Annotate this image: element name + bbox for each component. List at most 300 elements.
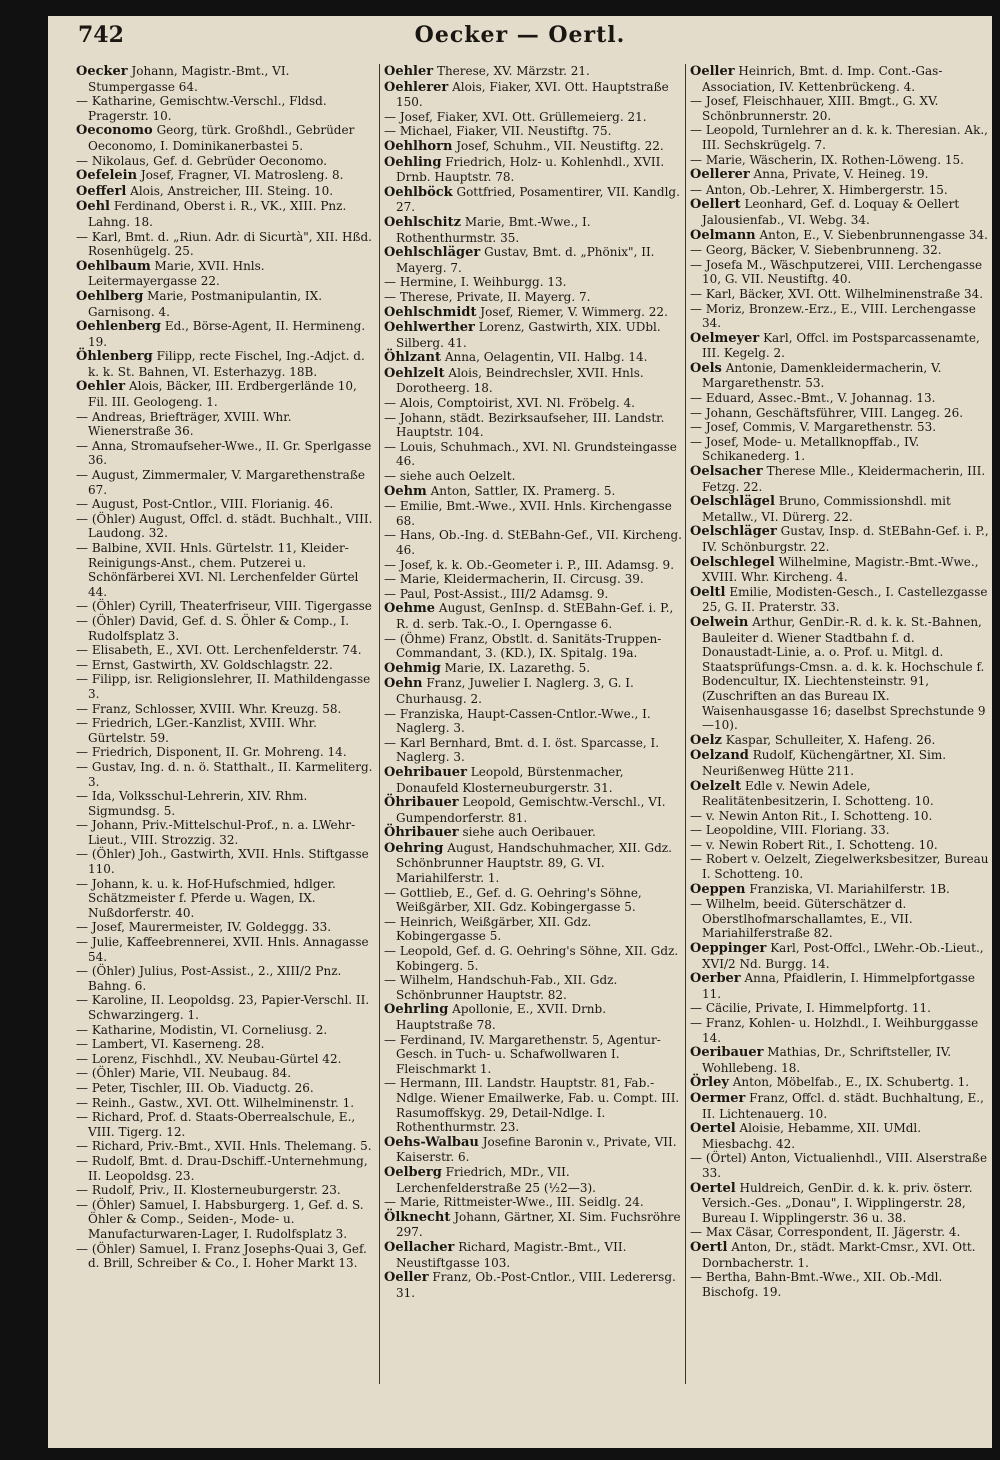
entry-text: — (Öhler) Samuel, I. Habsburgerg. 1, Gef. d. S. Öhler & Comp., Seiden-, Mode- u. Manufacturwaren-Lager, I. Rudolfsplatz 3. xyxy=(76,1197,364,1241)
directory-entry xyxy=(384,735,684,765)
entry-text: Anton, Möbelfab., E., IX. Schubertg. 1. xyxy=(732,1075,970,1090)
directory-entry xyxy=(384,365,684,396)
entry-surname: Oehl xyxy=(76,199,110,215)
entry-surname: Oermer xyxy=(690,1090,746,1106)
directory-entry xyxy=(690,554,990,585)
directory-entry xyxy=(76,1110,376,1139)
entry-text: — Karl, Bmt. d. „Riun. Adr. di Sicurtà", XII. Hßd. Rosenhügelg. 25. xyxy=(76,229,372,259)
entry-text: — (Öhler) Julius, Post-Assist., 2., XIII/2 Pnz. Bahng. 6. xyxy=(76,964,342,993)
directory-entry xyxy=(76,847,376,877)
entry-text: Anna, Private, V. Heineg. 19. xyxy=(753,167,929,182)
entry-text: Apollonie, E., XVII. Drnb. Hauptstraße 78. xyxy=(396,1002,607,1032)
entry-surname: Oeribauer xyxy=(690,1045,764,1061)
entry-text: — Marie, Kleidermacherin, II. Circusg. 39. xyxy=(384,572,644,587)
entry-surname: Oelberg xyxy=(384,1164,442,1180)
directory-entry xyxy=(76,1197,376,1242)
directory-entry xyxy=(76,319,376,349)
entry-surname: Oelschläger xyxy=(690,524,777,540)
directory-entry xyxy=(690,182,990,198)
directory-entry xyxy=(76,935,376,964)
directory-entry xyxy=(384,1002,684,1032)
entry-surname: Oehlwerther xyxy=(384,320,475,336)
entry-text: Gustav, Insp. d. StEBahn-Gef. i. P., IV. Schönburgstr. 22. xyxy=(702,524,989,554)
directory-entry xyxy=(690,286,990,302)
directory-entry xyxy=(384,124,684,139)
directory-entry xyxy=(76,759,376,789)
entry-text: Josef, Fragner, VI. Matrosleng. 8. xyxy=(140,168,344,183)
entry-text: — Julie, Kaffeebrennerei, XVII. Hnls. Annagasse 54. xyxy=(76,935,369,964)
entry-text: — Marie, Rittmeister-Wwe., III. Seidlg. 24. xyxy=(384,1195,644,1210)
entry-text: Marie, IX. Lazarethg. 5. xyxy=(444,660,591,675)
directory-entry xyxy=(76,288,376,319)
entry-text: Anna, Oelagentin, VII. Halbg. 14. xyxy=(444,350,648,365)
entry-surname: Oeller xyxy=(690,64,735,79)
entry-text: Franz, Ob.-Post-Cntlor., VIII. Lederersg. 31. xyxy=(396,1270,676,1300)
directory-entry xyxy=(690,1270,990,1299)
entry-text: Alois, Bäcker, III. Erdbergerlände 10, Fil. III. Geologeng. 1. xyxy=(88,379,357,410)
entry-surname: Oehm xyxy=(384,483,427,499)
directory-entry xyxy=(76,199,376,229)
entry-text: — Anton, Ob.-Lehrer, X. Himbergerstr. 15. xyxy=(690,182,948,197)
directory-entry xyxy=(690,1151,990,1180)
entry-text: — Therese, Private, II. Mayerg. 7. xyxy=(384,289,591,304)
entry-text: — Rudolf, Priv., II. Klosterneuburgerstr. 23. xyxy=(76,1183,341,1198)
entry-text: — Hermine, I. Weihburgg. 13. xyxy=(384,275,567,290)
entry-text: — Robert v. Oelzelt, Ziegelwerksbesitzer, Bureau I. Schotteng. 10. xyxy=(690,852,989,882)
entry-surname: Oehring xyxy=(384,840,444,856)
entry-text: Anna, Pfaidlerin, I. Himmelpfortgasse 11. xyxy=(702,971,975,1001)
entry-text: Marie, Postmanipulantin, IX. Garnisong. 4. xyxy=(88,288,323,319)
page-header xyxy=(48,16,992,64)
directory-entry xyxy=(76,1080,376,1096)
entry-text: — August, Post-Cntlor., VIII. Florianig. 46. xyxy=(76,497,334,512)
directory-entry xyxy=(76,409,376,439)
directory-entry xyxy=(384,289,684,305)
entry-text: Ed., Börse-Agent, II. Hermineng. 19. xyxy=(88,319,366,349)
directory-entry xyxy=(384,706,684,736)
entry-surname: Oehlhorn xyxy=(384,138,453,154)
entry-text: Aloisie, Hebamme, XII. UMdl. Miesbachg. 42. xyxy=(702,1121,922,1151)
directory-entry xyxy=(384,1270,684,1300)
column-divider xyxy=(379,64,380,1384)
entry-text: — Franz, Kohlen- u. Holzhdl., I. Weihburggasse 14. xyxy=(690,1016,979,1045)
directory-entry xyxy=(76,379,376,410)
directory-entry xyxy=(76,1241,376,1271)
directory-entry xyxy=(384,483,684,500)
entry-surname: Öhribauer xyxy=(384,825,459,841)
directory-entry xyxy=(690,420,990,435)
entry-surname: Oelzand xyxy=(690,748,749,764)
entry-text: Franz, Juwelier I. Naglerg. 3, G. I. Churhausg. 2. xyxy=(396,676,634,706)
entry-text: Franz, Offcl. d. städt. Buchhaltung, E., II. Lichtenauerg. 10. xyxy=(702,1090,984,1121)
directory-entry xyxy=(384,572,684,587)
directory-entry xyxy=(384,469,684,484)
entry-text: siehe auch Oeribauer. xyxy=(462,825,596,840)
entry-text: — Marie, Wäscherin, IX. Rothen-Löweng. 15. xyxy=(690,152,964,167)
directory-entry xyxy=(690,1180,990,1226)
directory-entry xyxy=(76,613,376,643)
entry-text: — Emilie, Bmt.-Wwe., XVII. Hnls. Kirchengasse 68. xyxy=(384,499,672,528)
entry-text: — Ida, Volksschul-Lehrerin, XIV. Rhm. Sigmundsg. 5. xyxy=(76,789,308,818)
entry-text: Josef, Schuhm., VII. Neustiftg. 22. xyxy=(456,138,664,153)
entry-text: — Karl, Bäcker, XVI. Ott. Wilhelminenstraße 34. xyxy=(690,286,984,301)
directory-entry xyxy=(384,154,684,185)
directory-entry xyxy=(690,823,990,838)
entry-text: — Franziska, Haupt-Cassen-Cntlor.-Wwe., I. Naglerg. 3. xyxy=(384,706,651,736)
entry-text: — Josefa M., Wäschputzerei, VIII. Lerchengasse 10, G. VII. Neustiftg. 40. xyxy=(690,257,983,287)
directory-entry xyxy=(384,914,684,944)
entry-surname: Oefferl xyxy=(76,183,127,199)
entry-text: Anton, E., V. Siebenbrunnengasse 34. xyxy=(759,227,988,242)
directory-entry xyxy=(690,1090,990,1121)
entry-surname: Oehs-Walbau xyxy=(384,1134,479,1150)
column-left xyxy=(76,64,376,1444)
entry-text: Huldreich, GenDir. d. k. k. priv. österr. Versich.-Ges. „Donau", I. Wipplingerstr. 28, Bureau I. Wipplingerstr. 36 u. 38. xyxy=(702,1180,973,1225)
entry-text: Ferdinand, Oberst i. R., VK., XIII. Pnz. Lahng. 18. xyxy=(88,199,347,229)
entry-text: Leopold, Gemischtw.-Verschl., VI. Gumpendorferstr. 81. xyxy=(396,795,666,825)
column-middle xyxy=(384,64,684,1444)
directory-entry xyxy=(76,964,376,993)
directory-entry xyxy=(76,1095,376,1111)
directory-entry xyxy=(384,439,684,469)
entry-text: Kaspar, Schulleiter, X. Hafeng. 26. xyxy=(725,732,936,747)
entry-text: Leonhard, Gef. d. Loquay & Oellert Jalousienfab., VI. Webg. 34. xyxy=(702,197,960,227)
entry-surname: Oerber xyxy=(690,971,741,987)
entry-surname: Oehrling xyxy=(384,1002,449,1018)
entry-surname: Oelmann xyxy=(690,227,756,243)
entry-text: — Johann, städt. Bezirksaufseher, III. Landstr. Hauptstr. 104. xyxy=(384,410,665,440)
entry-text: August, Handschuhmacher, XII. Gdz. Schönbrunner Hauptstr. 89, G. VI. Mariahilferstr. 1. xyxy=(396,840,672,886)
directory-entry xyxy=(384,64,684,80)
directory-entry xyxy=(76,183,376,200)
directory-entry xyxy=(690,971,990,1001)
directory-entry xyxy=(76,876,376,921)
entry-text: — August, Zimmermaler, V. Margarethenstraße 67. xyxy=(76,468,365,497)
entry-text: — Filipp, isr. Religionslehrer, II. Mathildengasse 3. xyxy=(76,672,371,701)
directory-entry xyxy=(384,660,684,677)
entry-text: Alois, Fiaker, XVI. Ott. Hauptstraße 150. xyxy=(396,79,669,110)
entry-text: — Nikolaus, Gef. d. Gebrüder Oeconomo. xyxy=(76,153,328,168)
directory-entry xyxy=(384,214,684,245)
directory-entry xyxy=(384,1195,684,1210)
entry-text: — Josef, Mode- u. Metallknopffab., IV. Schikanederg. 1. xyxy=(690,434,920,464)
entry-surname: Oellerer xyxy=(690,167,750,183)
directory-entry xyxy=(76,818,376,847)
directory-entry xyxy=(384,275,684,290)
entry-text: Gottfried, Posamentirer, VII. Kandlg. 27. xyxy=(396,184,680,215)
directory-entry xyxy=(76,993,376,1022)
entry-text: — (Öhler) Marie, VII. Neubaug. 84. xyxy=(76,1066,292,1081)
directory-entry xyxy=(76,168,376,184)
directory-entry xyxy=(690,152,990,168)
entry-surname: Oehme xyxy=(384,601,436,617)
directory-entry xyxy=(76,1051,376,1067)
entry-text: — siehe auch Oelzelt. xyxy=(384,469,516,484)
entry-text: — Max Cäsar, Correspondent, II. Jägerstr. 4. xyxy=(690,1225,961,1240)
directory-entry xyxy=(76,657,376,673)
entry-surname: Oertel xyxy=(690,1121,736,1137)
entry-text: Alois, Anstreicher, III. Steing. 10. xyxy=(130,183,334,198)
directory-entry xyxy=(384,586,684,602)
directory-entry xyxy=(690,1225,990,1240)
entry-text: Marie, Bmt.-Wwe., I. Rothenthurmstr. 35. xyxy=(396,214,591,245)
entry-text: Alois, Beindrechsler, XVII. Hnls. Dorotheerg. 18. xyxy=(396,365,644,396)
entry-text: — Hermann, III. Landstr. Hauptstr. 81, Fab.-Ndlge. Wiener Emailwerke, Fab. u. Compt. III. Rasumoffskyg. 29, Detail-Ndlge. I. Rothenthurmstr. 23. xyxy=(384,1076,680,1135)
directory-entry xyxy=(76,745,376,760)
entry-text: — Paul, Post-Assist., III/2 Adamsg. 9. xyxy=(384,586,609,601)
directory-entry xyxy=(384,138,684,155)
directory-entry xyxy=(76,468,376,497)
directory-entry xyxy=(690,584,990,615)
directory-entry xyxy=(690,881,990,898)
directory-entry xyxy=(384,840,684,886)
directory-entry xyxy=(384,764,684,795)
directory-entry xyxy=(384,410,684,440)
directory-entry xyxy=(76,64,376,94)
entry-surname: Öhribauer xyxy=(384,795,459,811)
directory-entry xyxy=(384,601,684,631)
entry-surname: Oeppinger xyxy=(690,941,767,957)
entry-surname: Oellacher xyxy=(384,1239,455,1255)
entry-text: — (Öhler) Joh., Gastwirth, XVII. Hnls. Stiftgasse 110. xyxy=(76,847,369,877)
entry-text: — Josef, Maurermeister, IV. Goldeggg. 33. xyxy=(76,920,332,935)
directory-entry xyxy=(76,643,376,658)
entry-text: — Peter, Tischler, III. Ob. Viaductg. 26. xyxy=(76,1080,314,1095)
entry-text: Heinrich, Bmt. d. Imp. Cont.-Gas-Association, IV. Kettenbrückeng. 4. xyxy=(702,64,943,94)
directory-entry xyxy=(76,349,376,379)
entry-text: — v. Newin Robert Rit., I. Schotteng. 10. xyxy=(690,837,938,852)
directory-entry xyxy=(690,64,990,94)
entry-text: — Georg, Bäcker, V. Siebenbrunneng. 32. xyxy=(690,243,942,258)
running-head: Oecker — Oertl. xyxy=(414,22,626,48)
entry-surname: Oehlerer xyxy=(384,79,449,95)
entry-text: Richard, Magistr.-Bmt., VII. Neustiftgasse 103. xyxy=(396,1239,627,1270)
entry-text: — Balbine, XVII. Hnls. Gürtelstr. 11, Kleider-Reinigungs-Anst., chem. Putzerei u. Schönfärberei XVI. Nl. Lerchenfelder Gürtel 44. xyxy=(76,541,359,599)
directory-entry xyxy=(690,94,990,123)
directory-entry xyxy=(690,837,990,853)
directory-entry xyxy=(384,320,684,350)
directory-entry xyxy=(76,541,376,599)
entry-text: — Eduard, Assec.-Bmt., V. Johannag. 13. xyxy=(690,391,936,406)
directory-entry xyxy=(384,304,684,321)
entry-text: Karl, Offcl. im Postsparcassenamte, III. Kegelg. 2. xyxy=(702,330,980,361)
entry-text: — Ernst, Gastwirth, XV. Goldschlagstr. 22. xyxy=(76,657,333,672)
directory-entry xyxy=(384,245,684,275)
directory-entry xyxy=(384,825,684,841)
entry-text: Wilhelmine, Magistr.-Bmt.-Wwe., XVIII. Whr. Kircheng. 4. xyxy=(702,554,979,585)
entry-surname: Oehlböck xyxy=(384,184,453,200)
entry-text: Franziska, VI. Mariahilferstr. 1B. xyxy=(749,881,950,896)
entry-surname: Oehler xyxy=(384,64,434,79)
directory-entry xyxy=(690,434,990,464)
entry-surname: Örley xyxy=(690,1075,729,1091)
directory-entry xyxy=(690,197,990,227)
directory-entry xyxy=(690,1001,990,1016)
directory-entry xyxy=(384,79,684,110)
entry-surname: Oehribauer xyxy=(384,764,467,780)
entry-text: — Katharine, Gemischtw.-Verschl., Fldsd. Pragerstr. 10. xyxy=(76,94,327,123)
entry-text: — Johann, Geschäftsführer, VIII. Langeg. 26. xyxy=(690,405,964,420)
directory-entry xyxy=(384,973,684,1002)
entry-text: — (Öhler) Samuel, I. Franz Josephs-Quai 3, Gef. d. Brill, Schreiber & Co., I. Hoher Markt 13. xyxy=(76,1241,367,1271)
directory-entry xyxy=(76,1153,376,1183)
entry-text: — Gottlieb, E., Gef. d. G. Oehring's Söhne, Weißgärber, XII. Gdz. Kobingergasse 5. xyxy=(384,885,642,915)
entry-text: — Moriz, Bronzew.-Erz., E., VIII. Lerchengasse 34. xyxy=(690,301,976,331)
entry-text: — Louis, Schuhmach., XVI. Nl. Grundsteingasse 46. xyxy=(384,439,677,469)
entry-text: — Anna, Stromaufseher-Wwe., II. Gr. Sperlgasse 36. xyxy=(76,438,372,468)
entry-text: — Leopoldine, VIII. Floriang. 33. xyxy=(690,823,890,838)
entry-text: — Alois, Comptoirist, XVI. Nl. Fröbelg. 4. xyxy=(384,396,635,411)
entry-surname: Oehling xyxy=(384,154,442,170)
entry-text: — Karoline, II. Leopoldsg. 23, Papier-Verschl. II. Schwarzingerg. 1. xyxy=(76,993,370,1022)
entry-surname: Oeltl xyxy=(690,584,726,600)
entry-text: — Katharine, Modistin, VI. Corneliusg. 2. xyxy=(76,1022,328,1037)
entry-surname: Oehlbaum xyxy=(76,258,151,274)
directory-entry xyxy=(384,1076,684,1135)
entry-text: — Elisabeth, E., XVI. Ott. Lerchenfelderstr. 74. xyxy=(76,643,362,658)
entry-text: — Gustav, Ing. d. n. ö. Statthalt., II. Karmeliterg. 3. xyxy=(76,759,373,789)
directory-entry xyxy=(384,1164,684,1195)
column-right xyxy=(690,64,990,1444)
page-number: 742 xyxy=(78,22,124,48)
entry-text: — Josef, k. k. Ob.-Geometer i. P., III. Adamsg. 9. xyxy=(384,557,675,572)
directory-entry xyxy=(384,499,684,528)
directory-entry xyxy=(384,1239,684,1270)
entry-surname: Oels xyxy=(690,360,722,376)
entry-text: — Bertha, Bahn-Bmt.-Wwe., XII. Ob.-Mdl. Bischofg. 19. xyxy=(690,1270,943,1299)
entry-text: — (Öhler) Cyrill, Theaterfriseur, VIII. Tigergasse xyxy=(76,599,372,614)
entry-text: — Wilhelm, Handschuh-Fab., XII. Gdz. Schönbrunner Hauptstr. 82. xyxy=(384,973,618,1002)
directory-entry xyxy=(76,599,376,614)
directory-entry xyxy=(690,227,990,244)
entry-text: Mathias, Dr., Schriftsteller, IV. Wohllebeng. 18. xyxy=(702,1045,952,1075)
directory-entry xyxy=(76,789,376,818)
entry-text: Friedrich, MDr., VII. Lerchenfelderstraße 25 (½2—3). xyxy=(396,1164,596,1195)
directory-entry xyxy=(76,497,376,512)
directory-entry xyxy=(384,350,684,366)
entry-text: Filipp, recte Fischel, Ing.-Adjct. d. k. k. St. Bahnen, VI. Esterhazyg. 18B. xyxy=(88,349,365,379)
directory-entry xyxy=(384,557,684,573)
entry-text: — Lorenz, Fischhdl., XV. Neubau-Gürtel 42. xyxy=(76,1051,342,1066)
directory-entry xyxy=(76,1183,376,1198)
directory-entry xyxy=(384,944,684,973)
directory-entry xyxy=(384,885,684,915)
entry-text: Leopold, Bürstenmacher, Donaufeld Klosterneuburgerstr. 31. xyxy=(396,764,624,795)
entry-text: — Cäcilie, Private, I. Himmelpfortg. 11. xyxy=(690,1001,931,1016)
entry-text: — Ferdinand, IV. Margarethenstr. 5, Agentur-Gesch. in Tuch- u. Schafwollwaren I. Fleischmarkt 1. xyxy=(384,1032,661,1076)
entry-surname: Oehmig xyxy=(384,660,441,676)
directory-entry xyxy=(384,795,684,825)
entry-text: — Leopold, Turnlehrer an d. k. k. Theresian. Ak., III. Sechskrügelg. 7. xyxy=(690,123,988,152)
directory-entry xyxy=(690,167,990,183)
directory-entry xyxy=(76,229,376,259)
directory-entry xyxy=(76,1022,376,1038)
entry-surname: Ölknecht xyxy=(384,1209,451,1225)
entry-text: Anton, Sattler, IX. Pramerg. 5. xyxy=(430,483,616,498)
directory-entry xyxy=(690,1045,990,1075)
directory-entry xyxy=(690,1239,990,1270)
entry-text: — Heinrich, Weißgärber, XII. Gdz. Kobingergasse 5. xyxy=(384,914,592,944)
directory-entry xyxy=(690,614,990,733)
directory-entry xyxy=(384,1209,684,1240)
entry-text: Friedrich, Holz- u. Kohlenhdl., XVII. Drnb. Hauptstr. 78. xyxy=(396,154,665,185)
directory-entry xyxy=(690,123,990,152)
directory-entry xyxy=(76,511,376,541)
entry-text: Lorenz, Gastwirth, XIX. UDbl. Silberg. 41. xyxy=(396,320,661,350)
entry-text: Arthur, GenDir.-R. d. k. k. St.-Bahnen, Bauleiter d. Wiener Stadtbahn f. d. Donaustadt-Linie, a. o. Prof. u. Mitgl. d. Staatsprüfungs-Cmsn. a. d. k. k. Hochschule f. Bodencultur, IX. Liechtensteinstr. 91, (Zuschriften an das Bureau IX. Waisenhausgasse 16; daselbst Sprechstunde 9—10). xyxy=(702,614,986,733)
entry-text: — (Öhme) Franz, Obstlt. d. Sanitäts-Truppen-Commandant, 3. (KD.), IX. Spitalg. 19a. xyxy=(384,631,662,661)
directory-entry xyxy=(690,391,990,406)
entry-text: Bruno, Commissionshdl. mit Metallw., VI. Dürerg. 22. xyxy=(702,494,951,524)
directory-entry xyxy=(384,1032,684,1077)
entry-surname: Oelzelt xyxy=(690,778,742,794)
entry-surname: Oehlberg xyxy=(76,288,144,304)
entry-text: — (Örtel) Anton, Victualienhdl., VIII. Alserstraße 33. xyxy=(690,1151,988,1180)
entry-surname: Oehlschmidt xyxy=(384,304,477,320)
entry-text: — Josef, Fleischhauer, XIII. Bmgt., G. XV. Schönbrunnerstr. 20. xyxy=(690,94,939,123)
entry-text: — Johann, k. u. k. Hof-Hufschmied, hdlger. Schätzmeister f. Pferde u. Wagen, IX. Nußdorferstr. 40. xyxy=(76,876,336,920)
directory-entry xyxy=(384,631,684,661)
entry-text: — Wilhelm, beeid. Güterschätzer d. Oberstlhofmarschallamtes, E., VII. Mariahilferstraße 82. xyxy=(690,897,913,941)
directory-entry xyxy=(384,528,684,557)
entry-text: Antonie, Damenkleidermacherin, V. Margarethenstr. 53. xyxy=(702,360,942,391)
entry-text: — Lambert, VI. Kaserneng. 28. xyxy=(76,1037,265,1052)
directory-entry xyxy=(690,941,990,971)
entry-text: — Richard, Prof. d. Staats-Oberrealschule, E., VIII. Tigerg. 12. xyxy=(76,1110,356,1139)
entry-text: Rudolf, Küchengärtner, XI. Sim. Neurißenweg Hütte 211. xyxy=(702,748,947,778)
directory-entry xyxy=(76,1139,376,1154)
directory-entry xyxy=(690,257,990,287)
directory-entry xyxy=(384,109,684,125)
entry-text: — Rudolf, Bmt. d. Drau-Dschiff.-Unternehmung, II. Leopoldsg. 23. xyxy=(76,1153,368,1183)
entry-text: — Friedrich, Disponent, II. Gr. Mohreng. 14. xyxy=(76,745,347,760)
directory-entry xyxy=(76,716,376,745)
directory-page xyxy=(48,16,992,1448)
entry-text: Therese Mlle., Kleidermacherin, III. Fetzg. 22. xyxy=(702,464,986,494)
entry-text: — Andreas, Briefträger, XVIII. Whr. Wienerstraße 36. xyxy=(76,409,292,439)
entry-text: — Franz, Schlosser, XVIII. Whr. Kreuzg. 58. xyxy=(76,701,342,716)
directory-entry xyxy=(690,1121,990,1151)
directory-entry xyxy=(76,1066,376,1081)
entry-surname: Oelwein xyxy=(690,614,749,630)
entry-surname: Oellert xyxy=(690,197,741,213)
directory-entry xyxy=(76,701,376,717)
directory-entry xyxy=(76,438,376,468)
entry-text: — Leopold, Gef. d. G. Oehring's Söhne, XII. Gdz. Kobingerg. 5. xyxy=(384,944,679,973)
entry-text: — Michael, Fiaker, VII. Neustiftg. 75. xyxy=(384,124,612,139)
entry-surname: Oehlzelt xyxy=(384,365,445,381)
directory-entry xyxy=(690,524,990,554)
entry-surname: Oehler xyxy=(76,379,126,395)
entry-text: Edle v. Newin Adele, Realitätenbesitzerin, I. Schotteng. 10. xyxy=(702,778,934,809)
entry-surname: Oehn xyxy=(384,676,423,692)
entry-text: Gustav, Bmt. d. „Phönix", II. Mayerg. 7. xyxy=(396,245,655,275)
directory-entry xyxy=(690,360,990,391)
directory-entry xyxy=(384,1134,684,1165)
entry-text: Marie, XVII. Hnls. Leitermayergasse 22. xyxy=(88,258,265,289)
directory-entry xyxy=(690,243,990,258)
entry-text: — v. Newin Anton Rit., I. Schotteng. 10. xyxy=(690,808,933,823)
entry-text: — Josef, Commis, V. Margarethenstr. 53. xyxy=(690,420,937,435)
entry-text: Anton, Dr., städt. Markt-Cmsr., XVI. Ott. Dornbacherstr. 1. xyxy=(702,1239,976,1270)
entry-text: — Reinh., Gastw., XVI. Ott. Wilhelminenstr. 1. xyxy=(76,1095,355,1110)
directory-entry xyxy=(690,301,990,331)
directory-entry xyxy=(690,330,990,361)
directory-entry xyxy=(690,732,990,749)
directory-entry xyxy=(384,184,684,215)
entry-surname: Oelschlegel xyxy=(690,554,775,570)
directory-entry xyxy=(690,1016,990,1045)
